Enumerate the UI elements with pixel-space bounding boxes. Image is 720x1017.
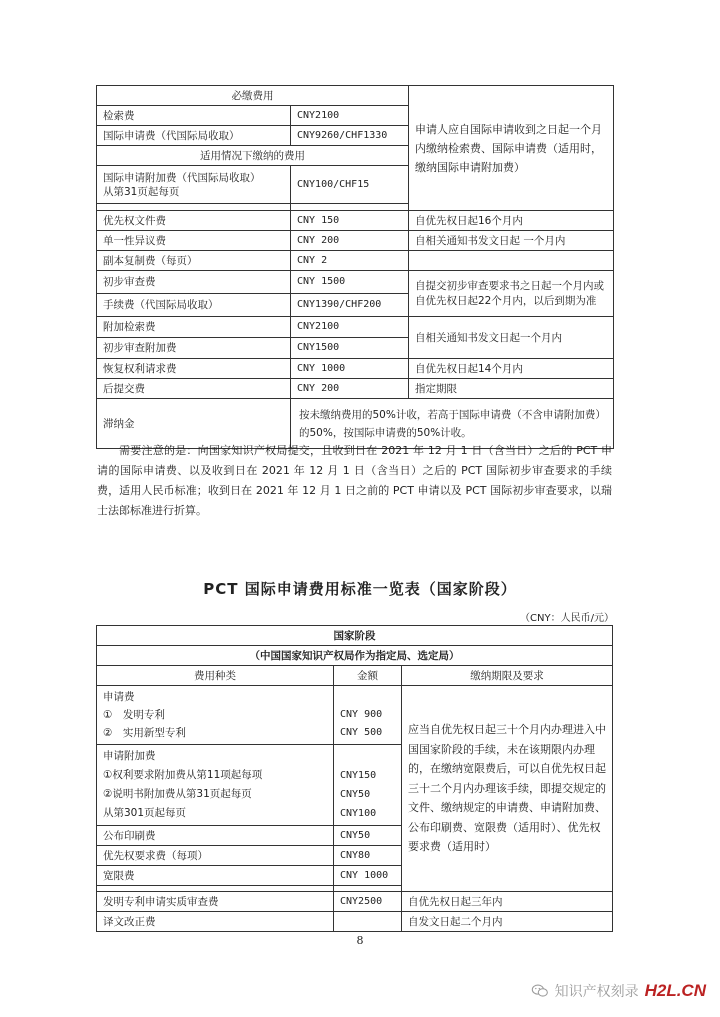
additional-fee-cell — [97, 745, 334, 826]
priority-doc-fee-deadline: 自优先权日起16个月内 — [409, 211, 614, 231]
national-header1: 国家阶段 — [97, 626, 613, 646]
search-fee-label: 检索费 — [97, 106, 291, 126]
priority-req-fee-label: 优先权要求费（每项） — [97, 846, 334, 866]
note-paragraph: 需要注意的是：向国家知识产权局提交，且收到日在 2021 年 12 月 1 日（含当日）之后的 PCT 申请的国际申请费、以及收到日在 2021 年 12 月 1 日（含当日）之后的 PCT 国际初步审查要求的手续费，适用人民币标准；收到日在 2021 年 12 月 1 日之前的 PCT 申请以及 PCT 国际初步审查要求，以瑞士法郎标准进行折算。 — [97, 444, 612, 517]
invention-fee-amount: CNY 900 — [340, 709, 383, 720]
wechat-icon — [531, 984, 549, 998]
search-fee-amount: CNY2100 — [291, 106, 409, 126]
fee-table-national — [96, 625, 613, 932]
translation-fee-label: 译文改正费 — [97, 912, 334, 932]
surcharge-line2: 从第31页起每页 — [103, 185, 180, 198]
additional-fee-amounts — [334, 745, 402, 826]
claims-fee-label: ①权利要求附加费从第11项起每项 — [103, 769, 263, 781]
grace-fee-label: 宽限费 — [97, 866, 334, 886]
late-fee-desc: 按未缴纳费用的50%计收，若高于国际申请费（不含申请附加费）的50%，按国际申请费的50%计收。 — [291, 399, 614, 449]
description-fee-301-label: 从第301页起每页 — [103, 807, 187, 819]
utility-fee-amount: CNY 500 — [340, 727, 383, 738]
handling-fee-label: 手续费（代国际局收取） — [97, 294, 291, 317]
description-fee-label: ②说明书附加费从第31页起每页 — [103, 788, 252, 800]
exam-fee-label: 发明专利申请实质审查费 — [97, 892, 334, 912]
col-fee-type: 费用种类 — [97, 666, 334, 686]
late-submit-fee-label: 后提交费 — [97, 379, 291, 399]
currency-unit: （CNY：人民币/元） — [520, 613, 614, 624]
additional-fee-title: 申请附加费 — [103, 750, 156, 762]
exam-fee-deadline: 自优先权日起三年内 — [402, 892, 613, 912]
claims-fee-amount: CNY150 — [340, 770, 377, 781]
application-fee-title: 申请费 — [103, 691, 135, 703]
add-prelim-fee-amount: CNY1500 — [291, 338, 409, 359]
restore-fee-amount: CNY 1000 — [291, 359, 409, 379]
national-header2: （中国国家知识产权局作为指定局、选定局） — [97, 646, 613, 666]
prelim-exam-fee-label: 初步审查费 — [97, 271, 291, 294]
intl-fee-label: 国际申请费（代国际局收取） — [97, 126, 291, 146]
grace-fee-amount: CNY 1000 — [334, 866, 402, 886]
description-fee-amount: CNY50 — [340, 789, 371, 800]
translation-fee-deadline: 自发文日起二个月内 — [402, 912, 613, 932]
handling-fee-amount: CNY1390/CHF200 — [291, 294, 409, 317]
watermark-text: 知识产权刻录 — [554, 984, 639, 1000]
surcharge-fee-amount: CNY100/CHF15 — [291, 166, 409, 204]
application-fee-cell — [97, 686, 334, 745]
application-fee-amounts — [334, 686, 402, 745]
unity-fee-amount: CNY 200 — [291, 231, 409, 251]
add-fee-deadline: 自相关通知书发文日起一个月内 — [409, 317, 614, 359]
invention-patent-label: ① 发明专利 — [103, 709, 165, 721]
header-applicable-fees: 适用情况下缴纳的费用 — [97, 146, 409, 166]
page-number: 8 — [356, 934, 364, 947]
surcharge-fee-label — [97, 166, 291, 204]
unity-fee-deadline: 自相关通知书发文日起 一个月内 — [409, 231, 614, 251]
late-submit-fee-deadline: 指定期限 — [409, 379, 614, 399]
add-search-fee-label: 附加检索费 — [97, 317, 291, 338]
add-prelim-fee-label: 初步审查附加费 — [97, 338, 291, 359]
copy-fee-amount: CNY 2 — [291, 251, 409, 271]
utility-model-label: ② 实用新型专利 — [103, 727, 186, 739]
watermark — [531, 981, 706, 1001]
col-deadline: 缴纳期限及要求 — [402, 666, 613, 686]
print-fee-amount: CNY50 — [334, 826, 402, 846]
priority-doc-fee-amount: CNY 150 — [291, 211, 409, 231]
fee-table-international — [96, 85, 614, 449]
print-fee-label: 公布印刷费 — [97, 826, 334, 846]
translation-fee-amount — [334, 912, 402, 932]
late-fee-label: 滞纳金 — [97, 399, 291, 449]
exam-fee-amount: CNY2500 — [334, 892, 402, 912]
priority-doc-fee-label: 优先权文件费 — [97, 211, 291, 231]
surcharge-line1: 国际申请附加费（代国际局收取） — [103, 171, 261, 184]
intl-fee-deadline: 申请人应自国际申请收到之日起一个月内缴纳检索费、国际申请费（适用时，缴纳国际申请附加费） — [409, 86, 614, 211]
watermark-logo: H2L.CN — [644, 981, 706, 1000]
copy-fee-label: 副本复制费（每页） — [97, 251, 291, 271]
restore-fee-label: 恢复权利请求费 — [97, 359, 291, 379]
add-search-fee-amount: CNY2100 — [291, 317, 409, 338]
late-submit-fee-amount: CNY 200 — [291, 379, 409, 399]
col-amount: 金额 — [334, 666, 402, 686]
prelim-exam-fee-amount: CNY 1500 — [291, 271, 409, 294]
national-phase-deadline: 应当自优先权日起三十个月内办理进入中国国家阶段的手续，未在该期限内办理的，在缴纳宽限费后，可以自优先权日起三十二个月内办理该手续，即提交规定的文件、缴纳规定的申请费、申请附加费、公布印刷费、宽限费（适用时）、优先权要求费（适用时） — [402, 686, 613, 892]
copy-fee-deadline — [409, 251, 614, 271]
unity-fee-label: 单一性异议费 — [97, 231, 291, 251]
prelim-exam-deadline: 自提交初步审查要求书之日起一个月内或自优先权日起22个月内，以后到期为准 — [409, 271, 614, 317]
description-fee-301-amount: CNY100 — [340, 808, 377, 819]
intl-fee-amount: CNY9260/CHF1330 — [291, 126, 409, 146]
priority-req-fee-amount: CNY80 — [334, 846, 402, 866]
restore-fee-deadline: 自优先权日起14个月内 — [409, 359, 614, 379]
national-phase-title: PCT 国际申请费用标准一览表（国家阶段） — [203, 580, 517, 598]
header-required-fees: 必缴费用 — [97, 86, 409, 106]
